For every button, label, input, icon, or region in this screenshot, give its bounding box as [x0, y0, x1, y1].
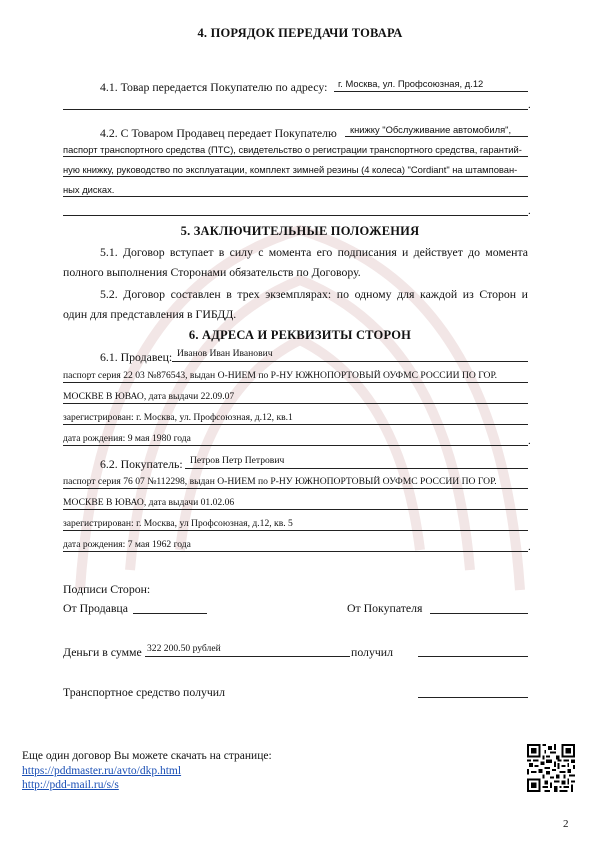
seller-underline-1 [63, 382, 528, 383]
footer-link-pddmaster[interactable]: https://pddmaster.ru/avto/dkp.html [22, 765, 182, 777]
buyer-registered: зарегистрирован: г. Москва, ул Профсоюзная, д.12, кв. 5 [63, 518, 293, 529]
vehicle-signature-line[interactable] [418, 697, 528, 698]
qr-code-icon [527, 744, 575, 792]
seller-signature-line[interactable] [133, 613, 207, 614]
p41-value: г. Москва, ул. Профсоюзная, д.12 [338, 78, 484, 89]
section6-title: 6. АДРЕСА И РЕКВИЗИТЫ СТОРОН [188, 328, 412, 342]
seller-birthdate: дата рождения: 9 мая 1980 года [63, 433, 191, 444]
buyer-underline-1 [63, 488, 528, 489]
money-signature-line[interactable] [418, 656, 528, 657]
seller-passport-issued: МОСКВЕ В ЮВАО, дата выдачи 22.09.07 [63, 391, 235, 402]
signatures-heading: Подписи Сторон: [63, 582, 151, 596]
p42-line2: паспорт транспортного средства (ПТС), свидетельство о регистрации транспортного средства, гарантий- [63, 144, 522, 155]
seller-name-underline [172, 361, 528, 362]
buyer-underline-3 [63, 530, 528, 531]
p42-underline-2 [63, 156, 528, 157]
seller-name: Иванов Иван Иванович [177, 348, 273, 359]
p52-line2: один для представления в ГИБДД. [63, 307, 237, 321]
money-underline [145, 656, 350, 657]
p51-line2: полного выполнения Сторонами обязательств по Договору. [63, 265, 361, 279]
buyer-passport-issued: МОСКВЕ В ЮВАО, дата выдачи 01.02.06 [63, 497, 235, 508]
p42-line1: книжку "Обслуживание автомобиля", [350, 124, 512, 135]
seller-registered: зарегистрирован: г. Москва, ул. Профсоюзная, д.12, кв.1 [63, 412, 293, 423]
buyer-name-underline [185, 468, 528, 469]
section5-title: 5. ЗАКЛЮЧИТЕЛЬНЫЕ ПОЛОЖЕНИЯ [180, 224, 420, 238]
p42-line3: ную книжку, руководство по эксплуатации, комплект зимней резины (4 колеса) "Cordiant" на штампован- [63, 164, 518, 175]
footer-link-pddmail[interactable]: http://pdd-mail.ru/s/s [22, 779, 119, 791]
p42-label: 4.2. С Товаром Продавец передает Покупателю [100, 126, 337, 140]
section4-title: 4. ПОРЯДОК ПЕРЕДАЧИ ТОВАРА [197, 26, 403, 40]
seller-underline-4 [63, 445, 528, 446]
p51-line1: 5.1. Договор вступает в силу с момента его подписания и действует до момента [100, 245, 528, 259]
buyer-signature-line[interactable] [430, 613, 528, 614]
p42-underline-4 [63, 196, 528, 197]
buyer-birthdate: дата рождения: 7 мая 1962 года [63, 539, 191, 550]
p42-underline-3 [63, 176, 528, 177]
buyer-label: 6.2. Покупатель: [100, 457, 183, 471]
p41-label: 4.1. Товар передается Покупателю по адресу: [100, 80, 328, 94]
seller-label: 6.1. Продавец: [100, 350, 173, 364]
money-label: Деньги в сумме [63, 645, 142, 659]
document-page: 4. ПОРЯДОК ПЕРЕДАЧИ ТОВАРА 4.1. Товар передается Покупателю по адресу: г. Москва, ул. Профсоюзная, д.12 . 4.2. С Товаром Продавец передает Покупателю книжку "Обслуживание автомобиля", паспорт транспортного средства (ПТС), свидетельство о регистрации транспортного средства, гарантий- ную книжку, руководство по эксплуатации, комплект зимней резины (4 колеса) "Cordiant" на штампован- ных дисках. . 5. ЗАКЛЮЧИТЕЛЬНЫЕ ПОЛОЖЕНИЯ 5.1. Договор вступает в силу с момента его подписания и действует до момента полного выполнения Сторонами обязательств по Договору. 5.2. Договор составлен в трех экземплярах: по одному для каждой из Сторон и один для представления в ГИБДД. 6. АДРЕСА И РЕКВИЗИТЫ СТОРОН 6.1. Продавец: Иванов Иван Иванович паспорт серия 22 03 №876543, выдан О-НИЕМ по Р-НУ ЮЖНОПОРТОВЫЙ ОУФМС РОССИИ ПО ГОР. МОСКВЕ В ЮВАО, дата выдачи 22.09.07 зарегистрирован: г. Москва, ул. Профсоюзная, д.12, кв.1 дата рождения: 9 мая 1980 года . 6.2. Покупатель: Петров Петр Петрович паспорт серия 76 07 №112298, выдан О-НИЕМ по Р-НУ ЮЖНОПОРТОВЫЙ ОУФМС РОССИИ ПО ГОР. МОСКВЕ В ЮВАО, дата выдачи 01.02.06 зарегистрирован: г. Москва, ул Профсоюзная, д.12, кв. 5 дата рождения: 7 мая 1962 года . Подписи Сторон: От Продавца От Покупателя Деньги в сумме 322 200.50 рублей получил Транспортное средство получил Еще один договор Вы можете скачать на странице: https://pddmaster.ru/avto/dkp.html http://pdd-mail.ru/s/s 2 [0, 0, 600, 849]
p41-underline [334, 91, 528, 92]
money-value: 322 200.50 рублей [147, 643, 221, 654]
buyer-underline-4 [63, 551, 528, 552]
p52-line1: 5.2. Договор составлен в трех экземплярах: по одному для каждой из Сторон и [100, 287, 528, 301]
seller-underline-3 [63, 424, 528, 425]
buyer-passport: паспорт серия 76 07 №112298, выдан О-НИЕМ по Р-НУ ЮЖНОПОРТОВЫЙ ОУФМС РОССИИ ПО ГОР. [63, 476, 497, 487]
p41-blank-line [63, 109, 528, 110]
page-number: 2 [563, 818, 569, 830]
money-received-label: получил [351, 645, 393, 659]
p42-line4: ных дисках. [63, 184, 115, 195]
from-buyer-label: От Покупателя [347, 601, 423, 615]
buyer-underline-2 [63, 509, 528, 510]
footer-text: Еще один договор Вы можете скачать на странице: [22, 750, 272, 762]
seller-passport: паспорт серия 22 03 №876543, выдан О-НИЕМ по Р-НУ ЮЖНОПОРТОВЫЙ ОУФМС РОССИИ ПО ГОР. [63, 370, 497, 381]
seller-underline-2 [63, 403, 528, 404]
p42-underline-5 [63, 215, 528, 216]
p42-underline-1 [345, 136, 528, 137]
vehicle-received-label: Транспортное средство получил [63, 685, 226, 699]
from-seller-label: От Продавца [63, 601, 128, 615]
buyer-name: Петров Петр Петрович [190, 455, 285, 466]
